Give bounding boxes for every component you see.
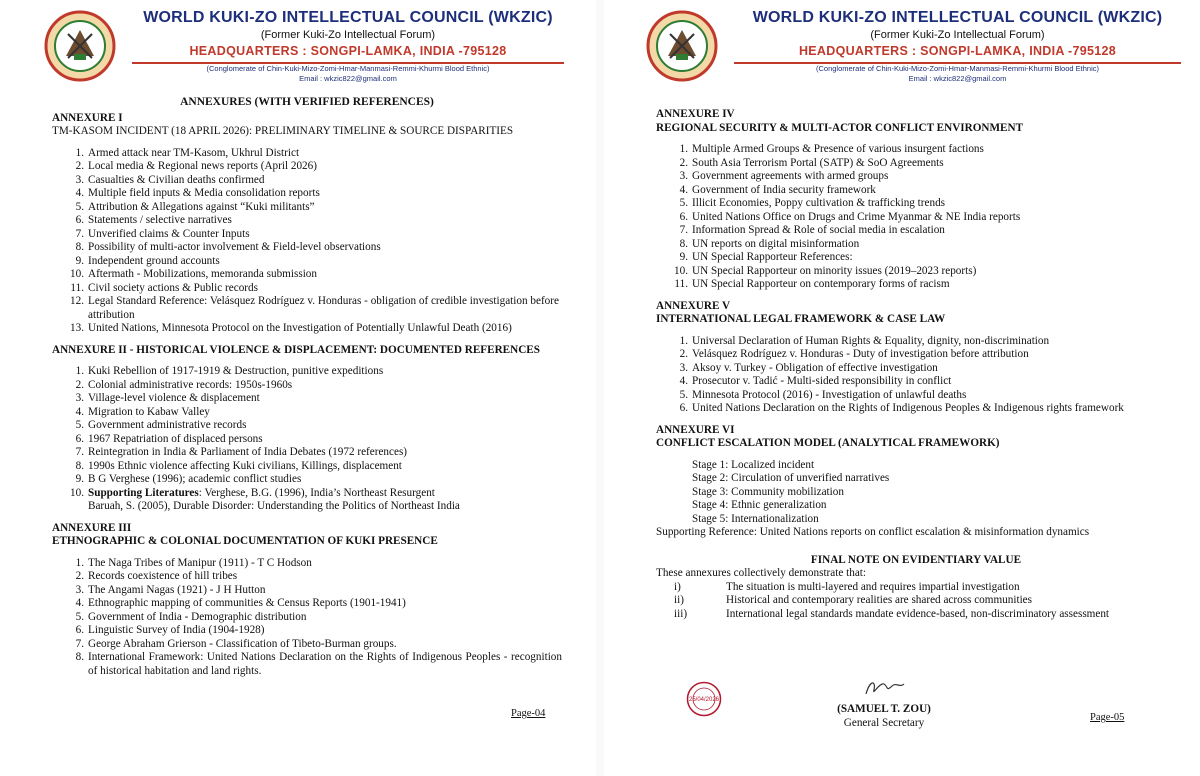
stage-item: Stage 5: Internationalization (692, 512, 819, 525)
item-text: Universal Declaration of Human Rights & Equality, dignity, non-discrimination (692, 334, 1050, 347)
org-name: WORLD KUKI-ZO INTELLECTUAL COUNCIL (WKZIC) (752, 9, 1163, 26)
list-item (70, 638, 562, 652)
forum-subtitle: (Former Kuki-Zo Intellectual Forum) (260, 29, 436, 41)
item-text: Government agreements with armed groups (692, 170, 889, 182)
item-text: 1990s Ethnic violence affecting Kuki civilians, Killings, displacement (88, 459, 402, 472)
list-item (70, 228, 562, 242)
item-number: 3. (679, 170, 688, 182)
org-name: WORLD KUKI-ZO INTELLECTUAL COUNCIL (WKZIC) (143, 9, 553, 26)
annexure-4-subtitle: REGIONAL SECURITY & MULTI-ACTOR CONFLICT ENVIRONMENT (656, 121, 1024, 134)
item-text: Illicit Economies, Poppy cultivation & trafficking trends (692, 197, 946, 209)
item-number: 5. (679, 388, 688, 401)
item-number: 3. (75, 583, 84, 596)
item-text: UN Special Rapporteur on minority issues (2019–2023 reports) (692, 264, 977, 277)
list-item (674, 251, 1176, 265)
point-number: iii) (674, 607, 688, 620)
annexure-1-heading: ANNEXURE I (52, 111, 123, 124)
item-number: 8. (679, 237, 688, 250)
annexure-6-subtitle: CONFLICT ESCALATION MODEL (ANALYTICAL FRAMEWORK) (656, 437, 1000, 449)
list-item (70, 214, 562, 228)
item-text: The Naga Tribes of Manipur (1911) - T C Hodson (88, 556, 312, 569)
item-text: Legal Standard Reference: Velásquez Rodríguez v. Honduras - obligation of credible investigation before attribution (88, 295, 559, 321)
item-text: Statements / selective narratives (88, 214, 232, 226)
point-number: ii) (674, 594, 684, 606)
stage-item: Stage 2: Circulation of unverified narratives (692, 472, 890, 484)
list-item (674, 143, 1176, 157)
item-number: 7. (75, 227, 84, 240)
list-item (674, 278, 1176, 292)
page-number: Page-05 (1090, 712, 1125, 723)
item-number: 1. (75, 556, 84, 569)
list-item (70, 557, 562, 571)
item-text: UN reports on digital misinformation (692, 237, 860, 250)
item-text: Records coexistence of hill tribes (88, 570, 238, 582)
seal-date: 25/04/2026 (688, 697, 720, 703)
page-body (656, 108, 1176, 621)
item-number: 5. (679, 197, 688, 209)
headquarters: HEADQUARTERS : SONGPI-LAMKA, INDIA -795128 (189, 44, 507, 58)
item-number: 5. (75, 610, 84, 623)
item-text: United Nations, Minnesota Protocol on the Investigation of Potentially Unlawful Death (2016) (88, 322, 512, 334)
item-number: 4. (679, 375, 688, 387)
item-text: : Verghese, B.G. (1996), India’s Northeast Resurgent (198, 486, 435, 499)
stage-item: Stage 4: Ethnic generalization (692, 499, 827, 511)
item-number: 1. (679, 334, 688, 347)
item-text: Independent ground accounts (88, 254, 220, 267)
list-item (674, 335, 1176, 349)
list-item (674, 211, 1176, 225)
item-number: 2. (679, 156, 688, 169)
conglomerate-note: (Conglomerate of Chin-Kuki-Mizo-Zomi-Hmar-Manmasi-Remmi-Khurmi Blood Ethnic) (206, 64, 490, 73)
item-number: 12. (70, 295, 84, 307)
list-item (70, 460, 562, 474)
list-item (674, 375, 1176, 389)
item-number: 1. (75, 146, 84, 159)
item-number: 4. (75, 597, 84, 609)
list-item (70, 651, 562, 678)
item-text: Prosecutor v. Tadić - Multi-sided responsibility in conflict (692, 375, 952, 387)
final-note-title: FINAL NOTE ON EVIDENTIARY VALUE (810, 553, 1022, 566)
signature-block (804, 676, 964, 730)
final-note-point (656, 594, 1176, 608)
final-note-point (656, 581, 1176, 595)
item-number: 10. (70, 268, 84, 280)
item-text: Government of India security framework (692, 183, 876, 196)
item-text: United Nations Declaration on the Rights of Indigenous Peoples & Indigenous rights framework (692, 402, 1124, 414)
signature-scrawl-icon (804, 676, 964, 698)
annexure-5-subtitle: INTERNATIONAL LEGAL FRAMEWORK & CASE LAW (656, 313, 946, 325)
item-text: Armed attack near TM-Kasom, Ukhrul District (88, 146, 300, 159)
item-text: Possibility of multi-actor involvement & Field-level observations (88, 241, 381, 253)
list-item (70, 584, 562, 598)
list-item (70, 419, 562, 433)
list-item (70, 365, 562, 379)
point-number: i) (674, 580, 681, 593)
signatory-title: General Secretary (843, 717, 925, 729)
point-text: Historical and contemporary realities are shared across communities (726, 594, 1032, 606)
item-number: 8. (75, 241, 84, 253)
item-number: 2. (75, 160, 84, 172)
supporting-reference: Supporting Reference: United Nations reports on conflict escalation & misinformation dynamics (656, 526, 1090, 538)
letterhead (44, 8, 574, 88)
item-text: UN Special Rapporteur on contemporary forms of racism (692, 278, 950, 290)
item-number: 7. (679, 224, 688, 236)
annexure-5-list (656, 335, 1176, 416)
item-text-line2: Baruah, S. (2005), Durable Disorder: Understanding the Politics of Northeast India (88, 500, 460, 512)
list-item (70, 570, 562, 584)
list-item (674, 348, 1176, 362)
item-text: Aftermath - Mobilizations, memoranda submission (88, 268, 317, 280)
final-note-point (656, 608, 1176, 622)
item-text: 1967 Repatriation of displaced persons (88, 432, 263, 445)
list-item (70, 624, 562, 638)
item-text: Government administrative records (88, 419, 247, 431)
list-item (674, 362, 1176, 376)
list-item (674, 402, 1176, 416)
annexure-4-list (656, 143, 1176, 292)
annexure-5-heading: ANNEXURE V (656, 299, 731, 312)
item-text: Village-level violence & displacement (88, 392, 260, 404)
email: Email : wkzic822@gmail.com (299, 74, 397, 83)
item-number: 11. (674, 278, 688, 290)
item-number: 6. (75, 624, 84, 636)
item-text: George Abraham Grierson - Classification of Tibeto-Burman groups. (88, 637, 397, 650)
page-05 (604, 0, 1200, 776)
item-text: The Angami Nagas (1921) - J H Hutton (88, 583, 266, 596)
list-item (70, 406, 562, 420)
item-text: Colonial administrative records: 1950s-1960s (88, 378, 293, 391)
list-item (70, 201, 562, 215)
item-number: 10. (70, 486, 84, 499)
list-item (70, 255, 562, 269)
list-item (674, 157, 1176, 171)
annexure-3-subtitle: ETHNOGRAPHIC & COLONIAL DOCUMENTATION OF KUKI PRESENCE (52, 535, 438, 547)
list-item (70, 487, 562, 514)
item-text: Information Spread & Role of social media in escalation (692, 224, 945, 236)
item-text: UN Special Rapporteur References: (692, 251, 853, 263)
annexure-6-heading: ANNEXURE VI (656, 423, 735, 436)
item-number: 2. (679, 348, 688, 360)
point-text: The situation is multi-layered and requires impartial investigation (726, 580, 1020, 593)
list-item (70, 282, 562, 296)
item-number: 10. (674, 264, 688, 277)
annexure-2-item-10 (52, 487, 562, 514)
list-item (70, 322, 562, 336)
item-number: 2. (75, 570, 84, 582)
list-item (674, 197, 1176, 211)
list-item (674, 184, 1176, 198)
item-text: United Nations Office on Drugs and Crime Myanmar & NE India reports (692, 210, 1021, 223)
list-item (674, 238, 1176, 252)
list-item (70, 473, 562, 487)
item-text: International Framework: United Nations Declaration on the Rights of Indigenous Peoples - recognition of historical habitation and land rights. (88, 651, 562, 677)
page-04 (0, 0, 596, 776)
item-text: Multiple field inputs & Media consolidation reports (88, 187, 320, 199)
list-item (70, 611, 562, 625)
stage-item: Stage 1: Localized incident (692, 458, 815, 471)
item-number: 1. (679, 143, 688, 155)
list-item (70, 295, 562, 322)
annexure-1-list (52, 147, 562, 336)
annexure-4-heading: ANNEXURE IV (656, 108, 735, 120)
item-text: South Asia Terrorism Portal (SATP) & SoO Agreements (692, 156, 944, 169)
item-text: Government of India - Demographic distribution (88, 610, 307, 623)
list-item (70, 446, 562, 460)
list-item (70, 433, 562, 447)
item-number: 9. (75, 473, 84, 485)
annexure-3-heading: ANNEXURE III (52, 521, 132, 534)
item-number: 4. (679, 183, 688, 196)
email: Email : wkzic822@gmail.com (908, 74, 1007, 83)
item-text: Aksoy v. Turkey - Obligation of effective investigation (692, 361, 938, 374)
item-number: 3. (679, 361, 688, 374)
item-text: Attribution & Allegations against “Kuki militants” (88, 200, 315, 213)
list-item (70, 597, 562, 611)
item-text: Velásquez Rodríguez v. Honduras - Duty of investigation before attribution (692, 348, 1029, 360)
item-number: 7. (75, 446, 84, 458)
item-number: 6. (75, 432, 84, 445)
item-number: 9. (75, 254, 84, 267)
annexure-1-subtitle: TM-KASOM INCIDENT (18 APRIL 2026): PRELIMINARY TIMELINE & SOURCE DISPARITIES (52, 125, 514, 137)
item-number: 6. (75, 214, 84, 226)
item-number: 11. (70, 281, 84, 294)
item-number: 8. (75, 651, 84, 663)
item-number: 4. (75, 405, 84, 418)
item-text: Casualties & Civilian deaths confirmed (88, 173, 265, 186)
item-number: 4. (75, 187, 84, 199)
item-text: Unverified claims & Counter Inputs (88, 227, 250, 240)
escalation-stages (656, 459, 1176, 527)
item-text: B G Verghese (1996); academic conflict studies (88, 473, 302, 485)
item-number: 5. (75, 200, 84, 213)
item-bold-label: Supporting Literatures (88, 486, 199, 499)
item-number: 9. (679, 251, 688, 263)
item-number: 13. (70, 322, 84, 334)
item-text: Migration to Kabaw Valley (88, 405, 210, 418)
headquarters: HEADQUARTERS : SONGPI-LAMKA, INDIA -795128 (798, 44, 1117, 58)
item-text: Civil society actions & Public records (88, 281, 258, 294)
item-number: 3. (75, 392, 84, 404)
item-number: 3. (75, 173, 84, 186)
list-item (70, 241, 562, 255)
document-title: ANNEXURES (WITH VERIFIED REFERENCES) (180, 96, 434, 108)
item-number: 5. (75, 419, 84, 431)
list-item (674, 265, 1176, 279)
annexure-2-heading: ANNEXURE II - HISTORICAL VIOLENCE & DISPLACEMENT: DOCUMENTED REFERENCES (52, 343, 540, 356)
list-item (70, 268, 562, 282)
list-item (70, 392, 562, 406)
list-item (674, 170, 1176, 184)
final-note-points (656, 581, 1176, 622)
item-number: 2. (75, 378, 84, 391)
item-number: 6. (679, 210, 688, 223)
item-number: 8. (75, 459, 84, 472)
final-note-intro: These annexures collectively demonstrate that: (656, 567, 866, 579)
item-text: Linguistic Survey of India (1904-1928) (88, 624, 265, 636)
official-seal-icon (686, 681, 722, 717)
conglomerate-note: (Conglomerate of Chin-Kuki-Mizo-Zomi-Hmar-Manmasi-Remmi-Khurmi Blood Ethnic) (816, 64, 1099, 73)
annexure-3-list (52, 557, 562, 679)
list-item (70, 187, 562, 201)
point-text: International legal standards mandate evidence-based, non-discriminatory assessment (726, 607, 1110, 620)
item-text: Kuki Rebellion of 1917-1919 & Destruction, punitive expeditions (88, 365, 384, 377)
item-text: Multiple Armed Groups & Presence of various insurgent factions (692, 143, 984, 155)
item-number: 1. (75, 365, 84, 377)
item-text: Reintegration in India & Parliament of India Debates (1972 references) (88, 446, 408, 458)
item-text: Minnesota Protocol (2016) - Investigation of unlawful deaths (692, 388, 967, 401)
forum-subtitle: (Former Kuki-Zo Intellectual Forum) (870, 29, 1045, 41)
list-item (70, 160, 562, 174)
list-item (674, 224, 1176, 238)
page-gutter (596, 0, 604, 776)
item-number: 6. (679, 402, 688, 414)
item-number: 7. (75, 637, 84, 650)
item-text: Ethnographic mapping of communities & Census Reports (1901-1941) (88, 597, 406, 609)
council-logo-icon (44, 10, 116, 82)
stage-item: Stage 3: Community mobilization (692, 485, 844, 498)
list-item (70, 379, 562, 393)
list-item (674, 389, 1176, 403)
item-text: Local media & Regional news reports (April 2026) (88, 160, 317, 172)
annexure-2-list (52, 365, 562, 487)
list-item (70, 147, 562, 161)
signatory-name: (SAMUEL T. ZOU) (837, 703, 931, 715)
list-item (70, 174, 562, 188)
council-logo-icon (646, 10, 718, 82)
page-body (52, 96, 562, 678)
letterhead (646, 8, 1191, 88)
page-number: Page-04 (511, 708, 546, 719)
